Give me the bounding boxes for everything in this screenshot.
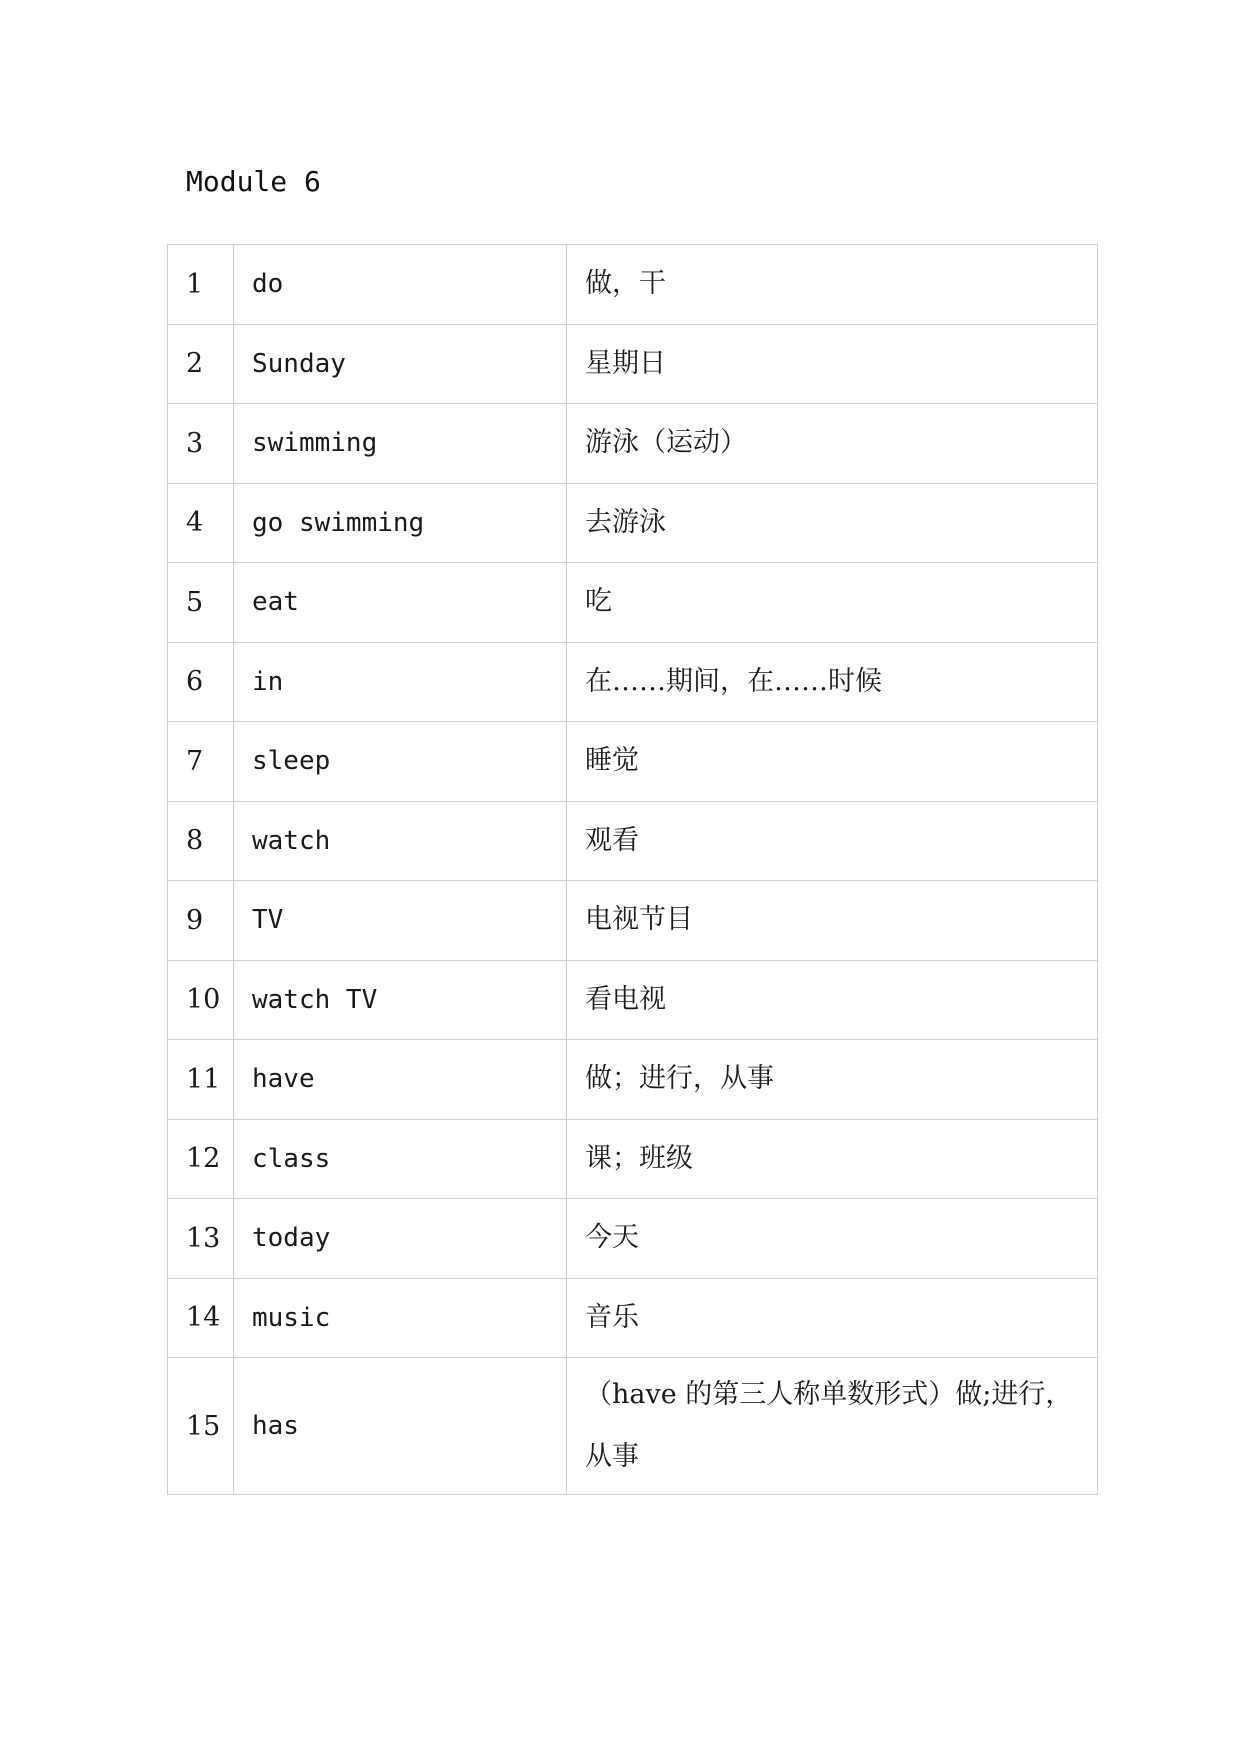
row-number: 12 bbox=[168, 1119, 234, 1199]
chinese-meaning: 今天 bbox=[567, 1199, 1098, 1279]
row-number: 5 bbox=[168, 563, 234, 643]
chinese-meaning: 看电视 bbox=[567, 960, 1098, 1040]
table-row bbox=[168, 881, 1098, 961]
chinese-meaning: 音乐 bbox=[567, 1278, 1098, 1358]
english-word: sleep bbox=[234, 722, 567, 802]
row-number: 9 bbox=[168, 881, 234, 961]
row-number: 14 bbox=[168, 1278, 234, 1358]
english-word: Sunday bbox=[234, 324, 567, 404]
english-word: go swimming bbox=[234, 483, 567, 563]
english-word: TV bbox=[234, 881, 567, 961]
row-number: 7 bbox=[168, 722, 234, 802]
chinese-meaning: 吃 bbox=[567, 563, 1098, 643]
row-number: 10 bbox=[168, 960, 234, 1040]
table-row bbox=[168, 483, 1098, 563]
english-word: has bbox=[234, 1358, 567, 1495]
table-row bbox=[168, 1040, 1098, 1120]
row-number: 15 bbox=[168, 1358, 234, 1495]
english-word: have bbox=[234, 1040, 567, 1120]
table-row bbox=[168, 563, 1098, 643]
vocabulary-table bbox=[167, 244, 1098, 1495]
chinese-meaning: 课；班级 bbox=[567, 1119, 1098, 1199]
table-row bbox=[168, 801, 1098, 881]
table-row bbox=[168, 642, 1098, 722]
table-row bbox=[168, 404, 1098, 484]
table-row bbox=[168, 1119, 1098, 1199]
row-number: 4 bbox=[168, 483, 234, 563]
row-number: 11 bbox=[168, 1040, 234, 1120]
table-row bbox=[168, 1199, 1098, 1279]
table-row bbox=[168, 960, 1098, 1040]
chinese-meaning: 做；进行，从事 bbox=[567, 1040, 1098, 1120]
chinese-meaning: 游泳（运动） bbox=[567, 404, 1098, 484]
table-row bbox=[168, 1278, 1098, 1358]
row-number: 6 bbox=[168, 642, 234, 722]
english-word: eat bbox=[234, 563, 567, 643]
table-row bbox=[168, 324, 1098, 404]
english-word: class bbox=[234, 1119, 567, 1199]
chinese-meaning: 星期日 bbox=[567, 324, 1098, 404]
table-row bbox=[168, 245, 1098, 325]
chinese-meaning: 电视节目 bbox=[567, 881, 1098, 961]
page-title: Module 6 bbox=[186, 165, 321, 198]
chinese-meaning: 做，干 bbox=[567, 245, 1098, 325]
chinese-meaning: 观看 bbox=[567, 801, 1098, 881]
english-word: music bbox=[234, 1278, 567, 1358]
english-word: watch TV bbox=[234, 960, 567, 1040]
row-number: 8 bbox=[168, 801, 234, 881]
english-word: today bbox=[234, 1199, 567, 1279]
row-number: 3 bbox=[168, 404, 234, 484]
row-number: 2 bbox=[168, 324, 234, 404]
chinese-meaning: 在……期间，在……时候 bbox=[567, 642, 1098, 722]
english-word: in bbox=[234, 642, 567, 722]
table-row bbox=[168, 722, 1098, 802]
english-word: swimming bbox=[234, 404, 567, 484]
row-number: 13 bbox=[168, 1199, 234, 1279]
chinese-meaning: 睡觉 bbox=[567, 722, 1098, 802]
table-row bbox=[168, 1358, 1098, 1495]
chinese-meaning: 去游泳 bbox=[567, 483, 1098, 563]
row-number: 1 bbox=[168, 245, 234, 325]
english-word: watch bbox=[234, 801, 567, 881]
chinese-meaning: （have 的第三人称单数形式）做;进行，从事 bbox=[567, 1358, 1098, 1495]
english-word: do bbox=[234, 245, 567, 325]
